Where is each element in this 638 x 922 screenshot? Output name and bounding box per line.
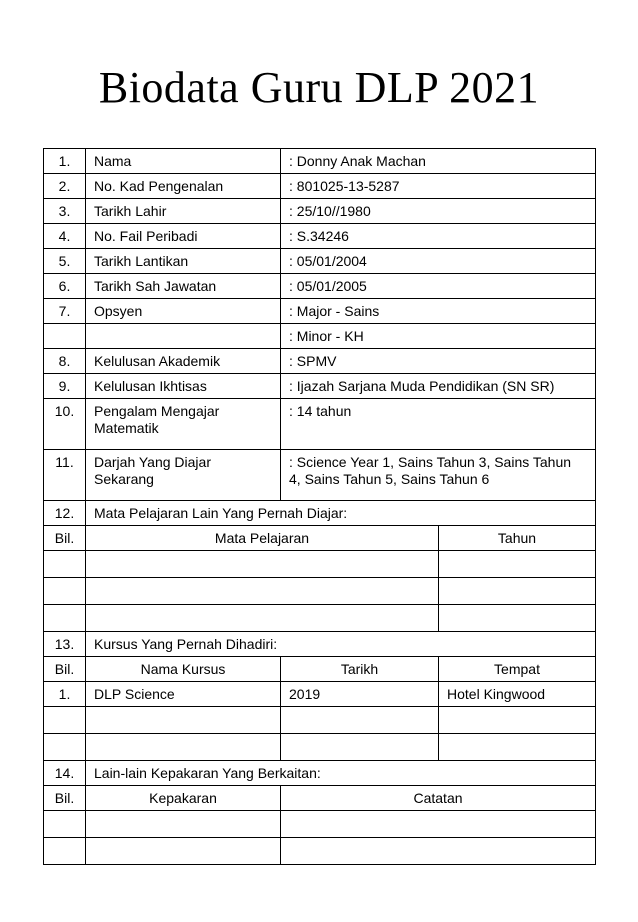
field-label-line: Matematik — [94, 420, 159, 436]
column-header-expertise: Kepakaran — [86, 786, 281, 811]
column-header-notes: Catatan — [281, 786, 596, 811]
column-header-date: Tarikh — [281, 657, 439, 682]
table-row — [44, 578, 596, 605]
detail-row — [44, 399, 596, 450]
field-label: No. Fail Peribadi — [86, 224, 281, 249]
field-label: Nama — [86, 149, 281, 174]
empty-cell — [281, 811, 596, 838]
field-label — [86, 324, 281, 349]
field-label: Tarikh Sah Jawatan — [86, 274, 281, 299]
column-header-course-name: Nama Kursus — [86, 657, 281, 682]
row-number: 8. — [44, 349, 86, 374]
field-label: Opsyen — [86, 299, 281, 324]
detail-row — [44, 249, 596, 274]
detail-row — [44, 174, 596, 199]
table-row — [44, 838, 596, 865]
column-header-subject: Mata Pelajaran — [86, 526, 439, 551]
row-number: 3. — [44, 199, 86, 224]
page-title: Biodata Guru DLP 2021 — [98, 63, 540, 112]
row-number: 12. — [44, 501, 86, 526]
field-label-line: Darjah Yang Diajar — [94, 454, 211, 470]
empty-cell — [86, 811, 281, 838]
field-value: : SPMV — [281, 349, 596, 374]
field-value: : S.34246 — [281, 224, 596, 249]
empty-cell — [281, 838, 596, 865]
table-header-row — [44, 786, 596, 811]
detail-row — [44, 224, 596, 249]
course-date: 2019 — [281, 682, 439, 707]
empty-cell — [86, 838, 281, 865]
column-header-bil: Bil. — [44, 526, 86, 551]
row-number: 4. — [44, 224, 86, 249]
field-value-line: 4, Sains Tahun 5, Sains Tahun 6 — [289, 471, 490, 487]
field-value — [281, 399, 596, 450]
empty-cell — [44, 605, 86, 632]
table-row — [44, 811, 596, 838]
detail-row — [44, 199, 596, 224]
section-heading: Mata Pelajaran Lain Yang Pernah Diajar: — [86, 501, 596, 526]
table-row — [44, 734, 596, 761]
empty-cell — [439, 707, 596, 734]
course-bil: 1. — [44, 682, 86, 707]
course-place: Hotel Kingwood — [439, 682, 596, 707]
field-value — [281, 450, 596, 501]
empty-cell — [439, 605, 596, 632]
empty-cell — [281, 707, 439, 734]
row-number: 10. — [44, 399, 86, 450]
field-value: : 05/01/2005 — [281, 274, 596, 299]
field-label: Kelulusan Ikhtisas — [86, 374, 281, 399]
empty-cell — [44, 811, 86, 838]
empty-cell — [44, 578, 86, 605]
empty-cell — [439, 551, 596, 578]
table-header-row — [44, 657, 596, 682]
row-number: 9. — [44, 374, 86, 399]
empty-cell — [86, 707, 281, 734]
table-header-row — [44, 526, 596, 551]
field-value: : 25/10//1980 — [281, 199, 596, 224]
field-label: No. Kad Pengenalan — [86, 174, 281, 199]
empty-cell — [281, 734, 439, 761]
field-value: : Major - Sains — [281, 299, 596, 324]
empty-cell — [86, 605, 439, 632]
biodata-table — [43, 148, 596, 865]
field-value: : Minor - KH — [281, 324, 596, 349]
detail-row — [44, 324, 596, 349]
empty-cell — [44, 838, 86, 865]
column-header-bil: Bil. — [44, 657, 86, 682]
detail-row — [44, 450, 596, 501]
empty-cell — [439, 578, 596, 605]
field-label: Tarikh Lahir — [86, 199, 281, 224]
row-number: 14. — [44, 761, 86, 786]
column-header-year: Tahun — [439, 526, 596, 551]
column-header-place: Tempat — [439, 657, 596, 682]
row-number: 6. — [44, 274, 86, 299]
field-value-line: : Science Year 1, Sains Tahun 3, Sains Tahun — [289, 454, 572, 470]
section-heading: Kursus Yang Pernah Dihadiri: — [86, 632, 596, 657]
empty-cell — [86, 578, 439, 605]
empty-cell — [86, 551, 439, 578]
field-label: Tarikh Lantikan — [86, 249, 281, 274]
field-value: : 05/01/2004 — [281, 249, 596, 274]
row-number: 5. — [44, 249, 86, 274]
field-label — [86, 450, 281, 501]
detail-row — [44, 274, 596, 299]
detail-row — [44, 299, 596, 324]
field-label: Kelulusan Akademik — [86, 349, 281, 374]
row-number: 11. — [44, 450, 86, 501]
table-row — [44, 707, 596, 734]
empty-cell — [86, 734, 281, 761]
field-label-line: Pengalam Mengajar — [94, 403, 220, 419]
detail-row — [44, 374, 596, 399]
detail-row — [44, 349, 596, 374]
section-heading-row — [44, 761, 596, 786]
detail-row — [44, 149, 596, 174]
empty-cell — [44, 734, 86, 761]
column-header-bil: Bil. — [44, 786, 86, 811]
empty-cell — [439, 734, 596, 761]
field-value-line: : 14 tahun — [289, 403, 352, 419]
table-row — [44, 551, 596, 578]
section-heading-row — [44, 501, 596, 526]
field-value: : 801025-13-5287 — [281, 174, 596, 199]
empty-cell — [44, 551, 86, 578]
field-value: : Donny Anak Machan — [281, 149, 596, 174]
field-value: : Ijazah Sarjana Muda Pendidikan (SN SR) — [281, 374, 596, 399]
table-row — [44, 605, 596, 632]
empty-cell — [44, 707, 86, 734]
row-number: 13. — [44, 632, 86, 657]
section-heading: Lain-lain Kepakaran Yang Berkaitan: — [86, 761, 596, 786]
course-name: DLP Science — [86, 682, 281, 707]
row-number: 2. — [44, 174, 86, 199]
row-number — [44, 324, 86, 349]
section-heading-row — [44, 632, 596, 657]
row-number: 7. — [44, 299, 86, 324]
row-number: 1. — [44, 149, 86, 174]
field-label — [86, 399, 281, 450]
table-row — [44, 682, 596, 707]
field-label-line: Sekarang — [94, 471, 154, 487]
